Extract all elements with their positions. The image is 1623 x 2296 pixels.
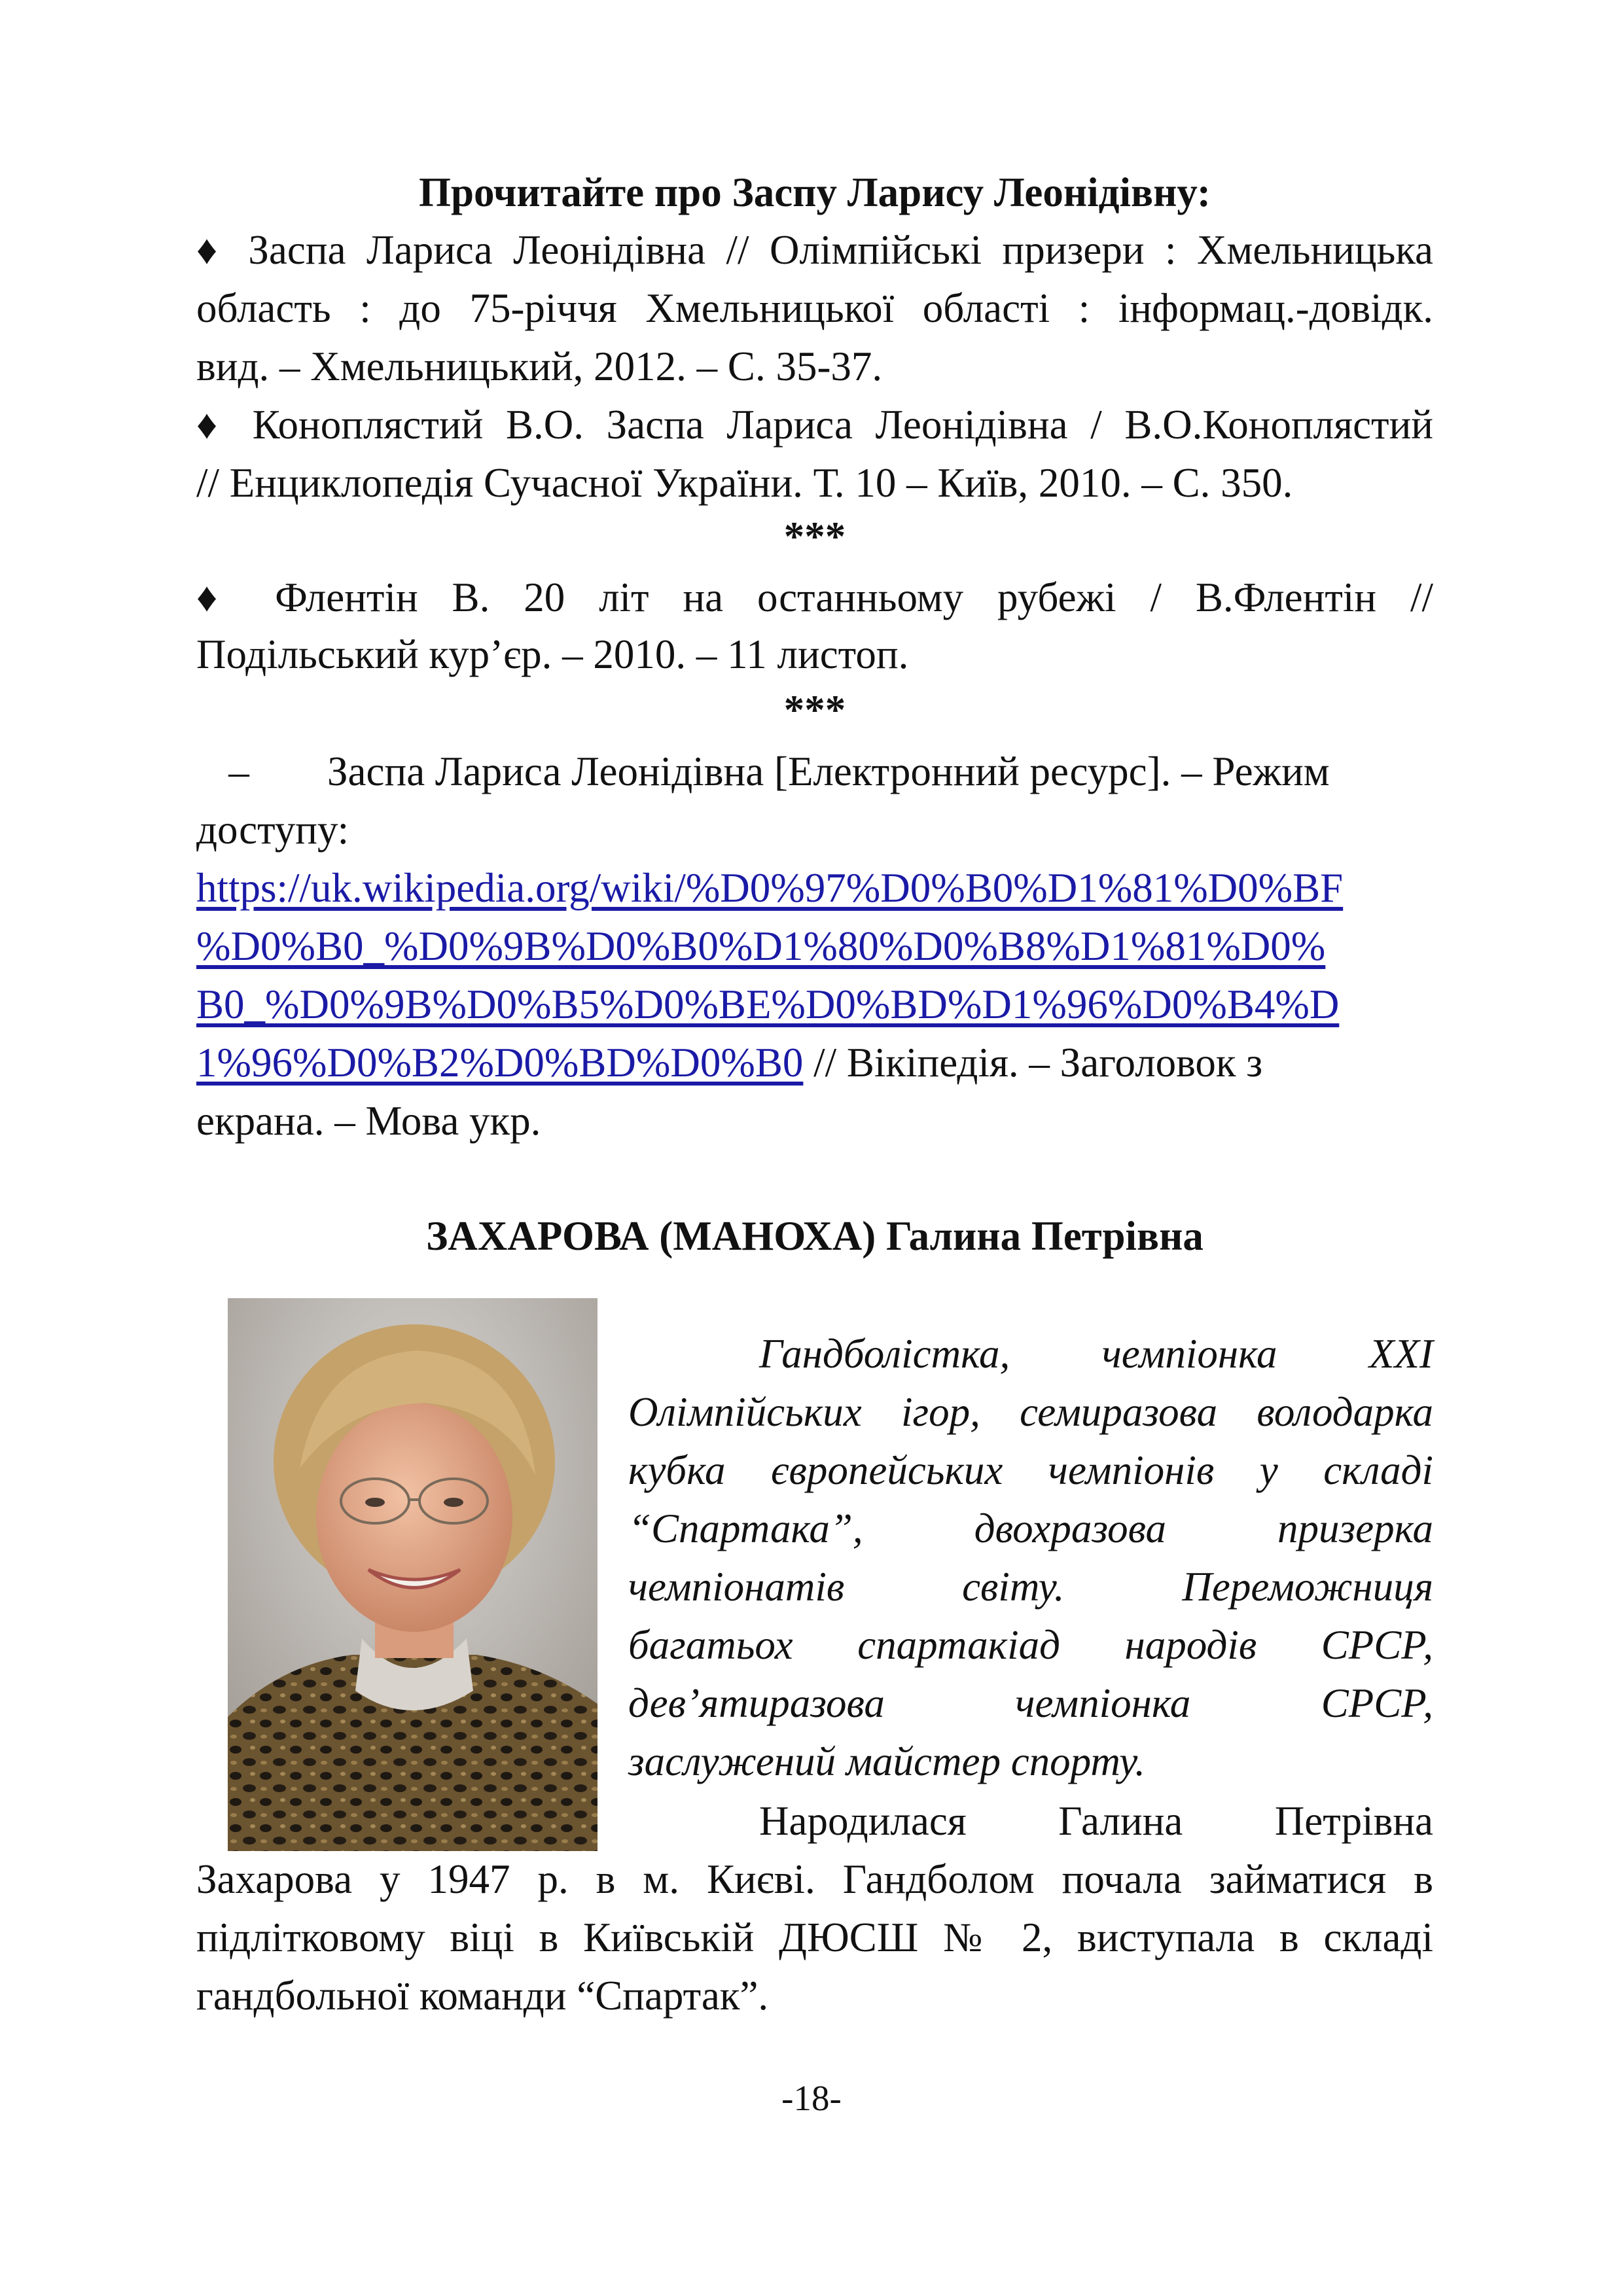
paragraph-line-4: гандбольної команди “Спартак”. (196, 1973, 769, 2019)
reference-2-line-2: // Енциклопедія Сучасної України. Т. 10 – Київ, 2010. – С. 350. (196, 460, 1293, 506)
biography-heading: ЗАХАРОВА (МАНОХА) Галина Петрівна (426, 1213, 1204, 1259)
summary-line: Гандболістка, чемпіонка XXI (759, 1331, 1433, 1377)
dash-marker: – (228, 749, 249, 794)
summary-line: “Спартака”, двохразова призерка (628, 1506, 1433, 1551)
summary-line: чемпіонатів світу. Переможниця (628, 1564, 1433, 1610)
reference-3-line-2: Подільський кур’єр. – 2010. – 11 листоп. (196, 631, 909, 677)
reference-4-line-2: доступу: (196, 807, 349, 853)
reference-1-line-2: область : до 75-річчя Хмельницької області : інформац.-довідк. (196, 285, 1433, 331)
reference-2-line-1: ♦ Коноплястий В.О. Заспа Лариса Леонідівна / В.О.Коноплястий (196, 402, 1433, 448)
page-number: -18- (781, 2078, 842, 2118)
summary-line: заслужений майстер спорту. (628, 1739, 1145, 1784)
bullet-icon: ♦ (196, 227, 228, 273)
separator: *** (783, 687, 846, 733)
wikipedia-link-line-2[interactable]: %D0%B0_%D0%9B%D0%B0%D1%80%D0%B8%D1%81%D0% (196, 923, 1326, 969)
separator: *** (783, 514, 846, 559)
bullet-icon: ♦ (196, 574, 241, 620)
reference-1-line-3: вид. – Хмельницький, 2012. – С. 35-37. (196, 344, 883, 389)
reference-3-line-1: ♦ Флентін В. 20 літ на останньому рубежі / В.Флентін // (196, 574, 1433, 620)
summary-line: кубка європейських чемпіонів у складі (628, 1447, 1433, 1493)
summary-line: дев’ятиразова чемпіонка СРСР, (628, 1680, 1434, 1726)
paragraph-line-1: Народилася Галина Петрівна (759, 1798, 1433, 1844)
wikipedia-link[interactable]: 1%96%D0%B2%D0%BD%D0%B0 (196, 1040, 804, 1086)
wikipedia-link-line-3[interactable]: B0_%D0%9B%D0%B5%D0%BE%D0%BD%D1%96%D0%B4%D (196, 981, 1340, 1027)
wikipedia-link-line-1[interactable]: https://uk.wikipedia.org/wiki/%D0%97%D0%B0%D1%81%D0%BF (196, 865, 1344, 911)
paragraph-line-2: Захарова у 1947 р. в м. Києві. Гандболом почала займатися в (196, 1856, 1433, 1902)
summary-line: багатьох спартакіад народів СРСР, (628, 1622, 1433, 1668)
reference-4-line-1: – Заспа Лариса Леонідівна [Електронний ресурс]. – Режим (196, 743, 1433, 801)
paragraph-line-3: підлітковому віці в Київській ДЮСШ № 2, виступала в складі (196, 1915, 1433, 1960)
wikipedia-link-line-4[interactable] (196, 1034, 1433, 1092)
link-suffix: // Вікіпедія. – Заголовок з (803, 1040, 1263, 1086)
reference-4-last-line: екрана. – Мова укр. (196, 1098, 541, 1144)
reference-1-line-1: ♦ Заспа Лариса Леонідівна // Олімпійські призери : Хмельницька (196, 227, 1433, 273)
portrait-photo (228, 1298, 597, 1851)
summary-line: Олімпійських ігор, семиразова володарка (628, 1389, 1433, 1435)
references-heading: Прочитайте про Заспу Ларису Леонідівну: (418, 169, 1211, 215)
bullet-icon: ♦ (196, 402, 230, 448)
